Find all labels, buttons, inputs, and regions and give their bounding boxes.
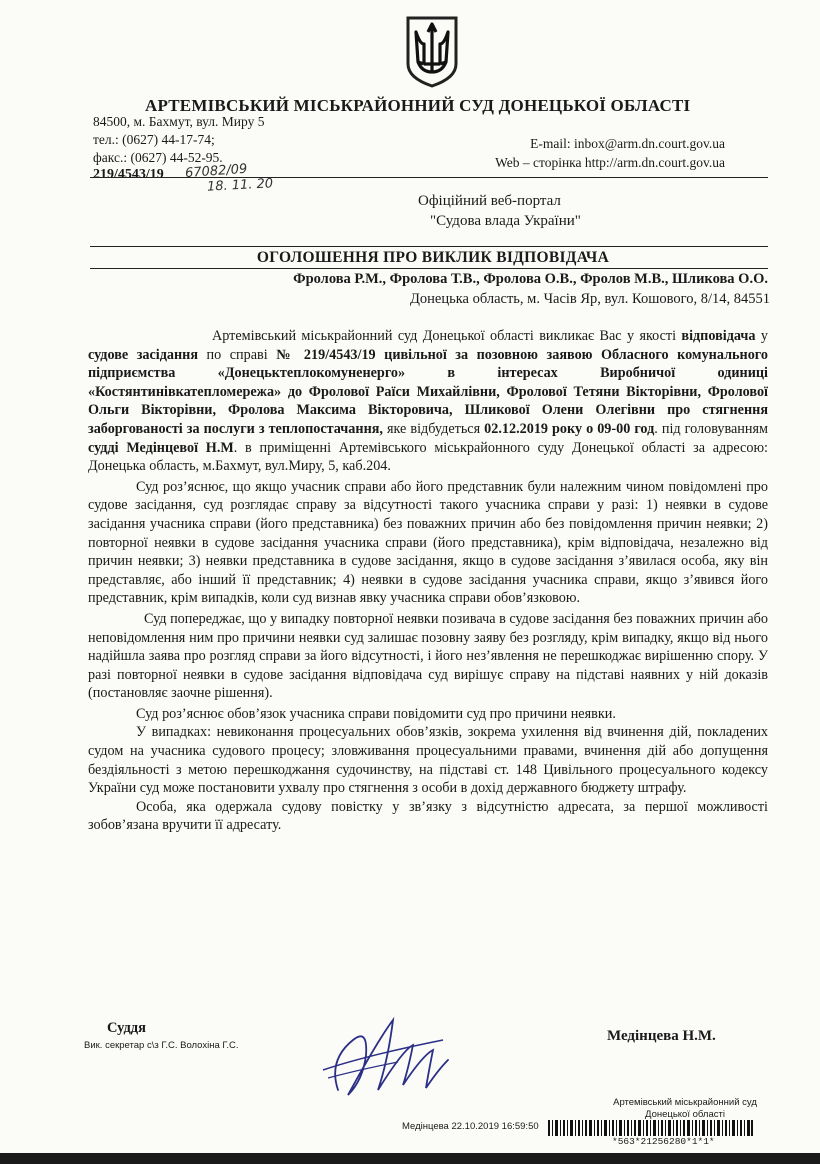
stamp-court xyxy=(590,1097,780,1121)
text-bold: судове засідання xyxy=(88,346,199,363)
scan-edge xyxy=(0,1153,820,1164)
recipient-line2: "Судова влада України" xyxy=(430,213,581,229)
handwritten-note-line2: 18. 11. 20 xyxy=(206,176,274,195)
court-name: АРТЕМІВСЬКИЙ МІСЬКРАЙОННИЙ СУД ДОНЕЦЬКОЇ ОБЛАСТІ xyxy=(145,96,691,115)
paragraph-absence-rules: Суд роз’яснює, що якщо учасник справи або його представник були належним чином повідомлені про судове засідання, суд розглядає справу за відсутності такого учасника справи у разі: 1) неявки в судове засідання учасника справи (його представника) без поважних причин або без повідомлення причин неявки; 2) повторної неявки в судове засідання учасника справи (його представника), крім відповідача, незалежно від причин неявки; 3) неявки представника в судове засідання, якщо в судове засідання з’явилася особа, яку він представляє, або інший її представник; 4) неявки в судове засідання учасника справи, якщо з’явився його представник, крім випадків, коли суд визнав явку учасника справи обов’язковою. xyxy=(88,478,768,607)
stamp-court-line2: Донецької області xyxy=(645,1109,725,1120)
court-email: E-mail: inbox@arm.dn.court.gov.ua xyxy=(530,136,725,151)
secretary-note: Вик. секретар с\з Г.С. Волохіна Г.С. xyxy=(84,1040,239,1051)
page-title: ОГОЛОШЕННЯ ПРО ВИКЛИК ВІДПОВІДАЧА xyxy=(256,249,610,266)
barcode-text: *563*21256280*1*1* xyxy=(612,1136,715,1147)
court-address: 84500, м. Бахмут, вул. Миру 5 xyxy=(93,114,265,129)
text-bold: судді Медінцевої Н.М xyxy=(88,439,234,456)
text: Артемівський міськрайонний суд Донецької області викликає Вас у якості xyxy=(212,328,682,344)
notice-body xyxy=(88,327,768,835)
handwritten-signature xyxy=(308,1000,458,1110)
text: . в приміщенні Артемівського міськрайонного суду Донецької області за адресою: Донецька область, м.Бахмут, вул.Миру, 5, каб.204. xyxy=(88,439,768,475)
paragraph-warning: Суд попереджає, що у випадку повторної неявки позивача в судове засідання без поважних причин або неповідомлення ним про причини неявки суд залишає позовну заяву без розгляду, крім випадку, якщо від нього надійшла заява про розгляд справи за його відсутності, і його нез’явлення не перешкоджає вирішенню спору. У разі повторної неявки в судове засідання відповідача суд вирішує справу на підставі наявних у ній доказів (постановляє заочне рішення). xyxy=(88,610,768,702)
handwritten-note-line1: 67082/09 xyxy=(184,161,248,182)
paragraph-delivery: Особа, яка одержала судову повістку у зв’язку з відсутністю адресата, за першої можливості зобов’язана вручити її адресату. xyxy=(88,798,768,834)
court-phone: тел.: (0627) 44-17-74; xyxy=(93,132,215,147)
text-bold: № 219/4543/19 цивільної за позовною заявою Обласного комунального підприємства «Донецьктеплокомуненерго» в інтересах Виробничої одиниці «Костянтинівкатепломережа» до Фролової Раїси Михайлівни, Фролової Тетяни Вікторівни, Фролової Ольги Вікторівни, Фролова Максима Вікторовича, Шликової Олени Олегівни про стягнення заборгованості за послуги з теплопостачання, xyxy=(88,346,768,437)
respondents: Фролова Р.М., Фролова Т.В., Фролова О.В., Фролов М.В., Шликова О.О. xyxy=(293,271,768,287)
document-stamp: Медінцева 22.10.2019 16:59:50 xyxy=(402,1121,539,1132)
text: . під головуванням xyxy=(654,420,768,437)
paragraph-fines: У випадках: невиконання процесуальних обов’язків, зокрема ухилення від вчинення дій, покладених судом на учасника судового процесу; зловживання процесуальними правами, вчинення дій або допущення бездіяльності з метою перешкоджання судочинству, на підставі ст. 148 Цивільного процесуального кодексу України суд може постановити ухвалу про стягнення з особи в дохід державного бюджету штрафу. xyxy=(88,724,768,797)
text: у xyxy=(755,328,768,344)
header-divider xyxy=(90,177,768,178)
trident-emblem-icon xyxy=(402,14,462,88)
barcode xyxy=(548,1120,753,1136)
judge-name: Медінцева Н.М. xyxy=(607,1028,716,1044)
case-number: 219/4543/19 xyxy=(93,167,164,182)
court-website: Web – сторінка http://arm.dn.court.gov.ua xyxy=(495,155,725,170)
paragraph-obligation: Суд роз’яснює обов’язок учасника справи повідомити суд про причини неявки. xyxy=(136,705,616,722)
text-bold: відповідача xyxy=(681,328,756,344)
text-bold: 02.12.2019 року о 09-00 год xyxy=(484,420,655,437)
recipient-line1: Офіційний веб-портал xyxy=(418,193,561,209)
judge-label: Суддя xyxy=(107,1020,146,1036)
paragraph-summons xyxy=(88,327,768,476)
stamp-court-line1: Артемівський міськрайонний суд xyxy=(613,1097,757,1108)
respondents-address: Донецька область, м. Часів Яр, вул. Кошового, 8/14, 84551 xyxy=(410,291,770,307)
title-bottom-rule xyxy=(90,268,768,269)
court-fax: факс.: (0627) 44-52-95. xyxy=(93,150,223,165)
title-top-rule xyxy=(90,246,768,247)
text: яке відбудеться xyxy=(382,420,485,437)
handwritten-note xyxy=(185,163,273,193)
text: по справі xyxy=(198,346,277,363)
